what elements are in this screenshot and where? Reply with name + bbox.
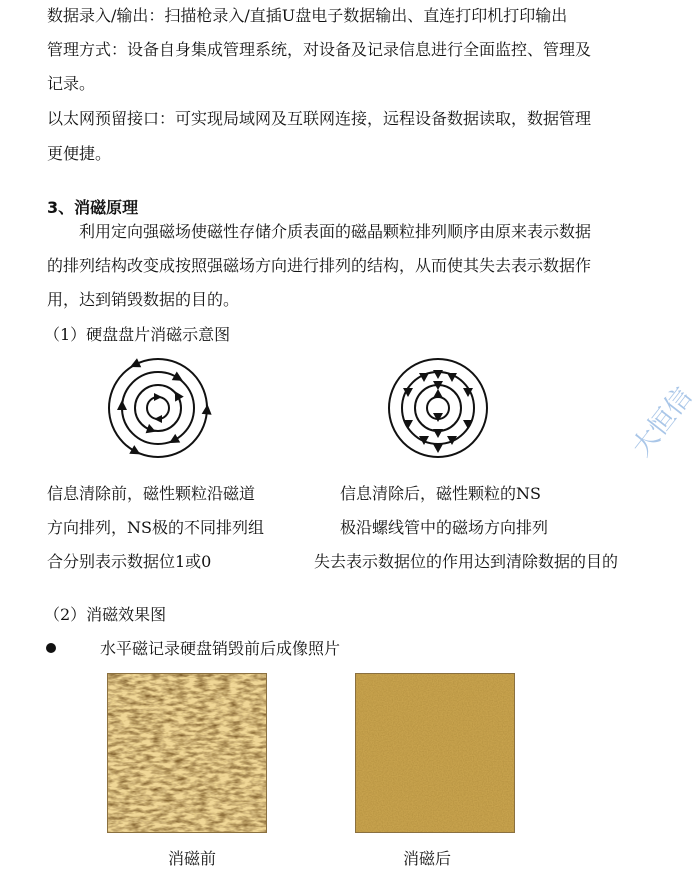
section-heading-degauss-principle: 3、消磁原理 [47,198,139,217]
disk-before-diagram [106,356,210,460]
photo-before-degauss [107,673,267,833]
text-line-convenient: 更便捷。 [47,144,112,163]
caption-before-line-1: 信息清除前，磁性颗粒沿磁道 [47,484,256,503]
watermark: 大恒信 [626,382,699,463]
disk-after-diagram [386,356,490,460]
caption-after-line-1: 信息清除后，磁性颗粒的NS [340,484,541,503]
text-line-management: 管理方式：设备自身集成管理系统，对设备及记录信息进行全面监控、管理及 [47,40,592,59]
principle-line-2: 的排列结构改变成按照强磁场方向进行排列的结构，从而使其失去表示数据作 [47,256,592,275]
photo-after-label: 消磁后 [403,849,452,868]
photo-after-degauss [355,673,515,833]
caption-after-line-3: 失去表示数据位的作用达到清除数据的目的 [314,552,619,571]
subsection-title-effect: （2）消磁效果图 [44,605,167,624]
caption-before-line-3: 合分别表示数据位1或0 [47,552,212,571]
principle-line-3: 用，达到销毁数据的目的。 [47,290,240,309]
bullet-icon [46,643,56,653]
text-line-ethernet: 以太网预留接口：可实现局域网及互联网连接，远程设备数据读取，数据管理 [47,109,592,128]
principle-line-1: 利用定向强磁场使磁性存储介质表面的磁晶颗粒排列顺序由原来表示数据 [79,222,592,241]
caption-before-line-2: 方向排列，NS极的不同排列组 [47,518,264,537]
text-line-record: 记录。 [47,74,96,93]
subsection-title-diagram: （1）硬盘盘片消磁示意图 [44,325,231,344]
caption-after-line-2: 极沿螺线管中的磁场方向排列 [340,518,549,537]
text-line-data-io: 数据录入/输出：扫描枪录入/直插U盘电子数据输出、直连打印机打印输出 [47,6,568,25]
photo-before-label: 消磁前 [168,849,217,868]
bullet-text: 水平磁记录硬盘销毁前后成像照片 [100,639,341,658]
